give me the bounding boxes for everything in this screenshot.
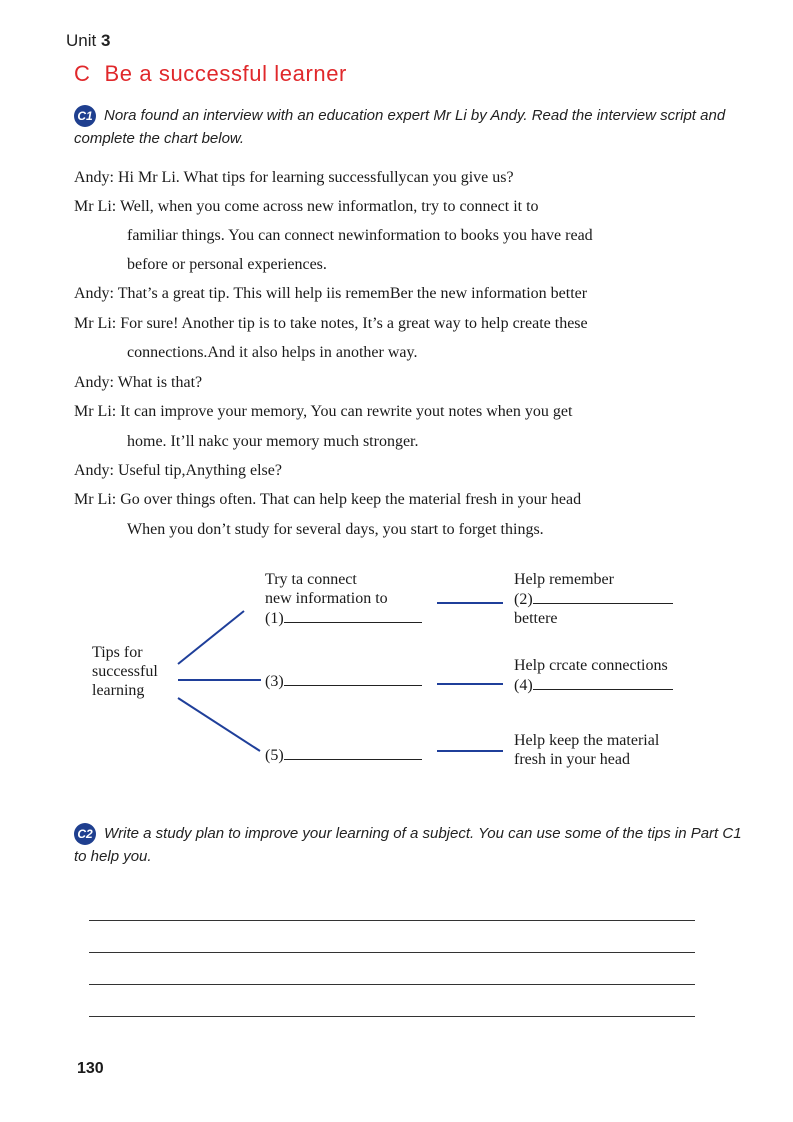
speaker: Andy: [74, 462, 114, 479]
c1-badge: C1 [74, 105, 96, 127]
tip-1-line: Try ta connect [265, 571, 357, 588]
chart-center-label [92, 643, 158, 700]
tip-1 [265, 570, 422, 628]
speech: That’s a great tip. This will help iis rememBer the new information better [117, 285, 588, 302]
unit-label-text: Unit [66, 31, 97, 50]
c2-instruction [74, 822, 754, 868]
blank-4-label: (4) [514, 677, 533, 694]
effect-3 [514, 731, 659, 769]
speaker: Andy: [74, 285, 114, 302]
blank-4[interactable] [533, 675, 673, 690]
effect-1-line: Help remember [514, 571, 614, 588]
center-line: learning [92, 682, 145, 699]
writing-line[interactable] [89, 952, 695, 953]
c1-instruction-text: Nora found an interview with an education expert Mr Li by Andy. Read the interview script and complete the chart below. [74, 107, 726, 148]
speech-continuation: connections.And it also helps in another way. [127, 344, 418, 361]
effect-1-line: bettere [514, 610, 558, 627]
blank-5[interactable] [284, 745, 422, 760]
speech: Well, when you come across new informatlon, try to connect it to [119, 198, 539, 215]
writing-line[interactable] [89, 1016, 695, 1017]
effect-2-line: Help crcate connections [514, 657, 668, 674]
branch-line-bottom [178, 698, 260, 751]
blank-1-label: (1) [265, 610, 284, 627]
speech: What is that? [117, 374, 203, 391]
speaker: Andy: [74, 169, 114, 186]
speaker: Andy: [74, 374, 114, 391]
effect-1 [514, 570, 673, 628]
tip-3 [265, 671, 422, 691]
speech: Hi Mr Li. What tips for learning successfullycan you give us? [118, 169, 514, 186]
speech-continuation: home. It’ll nakc your memory much stronger. [127, 433, 419, 450]
effect-3-line: Help keep the material [514, 732, 660, 749]
c2-instruction-text: Write a study plan to improve your learning of a subject. You can use some of the tips in Part C1 to help you. [74, 825, 742, 866]
center-line: successful [92, 663, 158, 680]
speech-continuation: When you don’t study for several days, you start to forget things. [127, 521, 544, 538]
blank-2-label: (2) [514, 591, 533, 608]
blank-2[interactable] [533, 589, 673, 604]
speech: Go over things often. That can help keep the material fresh in your head [120, 491, 582, 508]
blank-5-label: (5) [265, 747, 284, 764]
center-line: Tips for [92, 644, 143, 661]
blank-3[interactable] [284, 671, 422, 686]
c2-badge: C2 [74, 823, 96, 845]
blank-1[interactable] [284, 608, 422, 623]
tip-5 [265, 745, 422, 765]
unit-number: 3 [100, 31, 111, 50]
effect-2 [514, 656, 673, 695]
speech: It can improve your memory, You can rewrite yout notes when you get [120, 403, 573, 420]
tip-1-line: new information to [265, 590, 388, 607]
speaker: Mr Li: [74, 198, 117, 215]
branch-line-top [178, 611, 244, 664]
speech-continuation: familiar things. You can connect newinformation to books you have read [127, 227, 593, 244]
writing-line[interactable] [89, 984, 695, 985]
speech: For sure! Another tip is to take notes, It’s a great way to help create these [120, 315, 588, 332]
effect-3-line: fresh in your head [514, 751, 630, 768]
speech: Useful tip,Anything else? [118, 462, 282, 479]
speaker: Mr Li: [74, 315, 117, 332]
speaker: Mr Li: [74, 491, 117, 508]
section-title-text: Be a successful learner [104, 61, 347, 86]
speech-continuation: before or personal experiences. [127, 256, 327, 273]
speaker: Mr Li: [74, 403, 117, 420]
page-number: 130 [77, 1060, 104, 1077]
section-letter: C [74, 61, 91, 86]
writing-line[interactable] [89, 920, 695, 921]
blank-3-label: (3) [265, 673, 284, 690]
